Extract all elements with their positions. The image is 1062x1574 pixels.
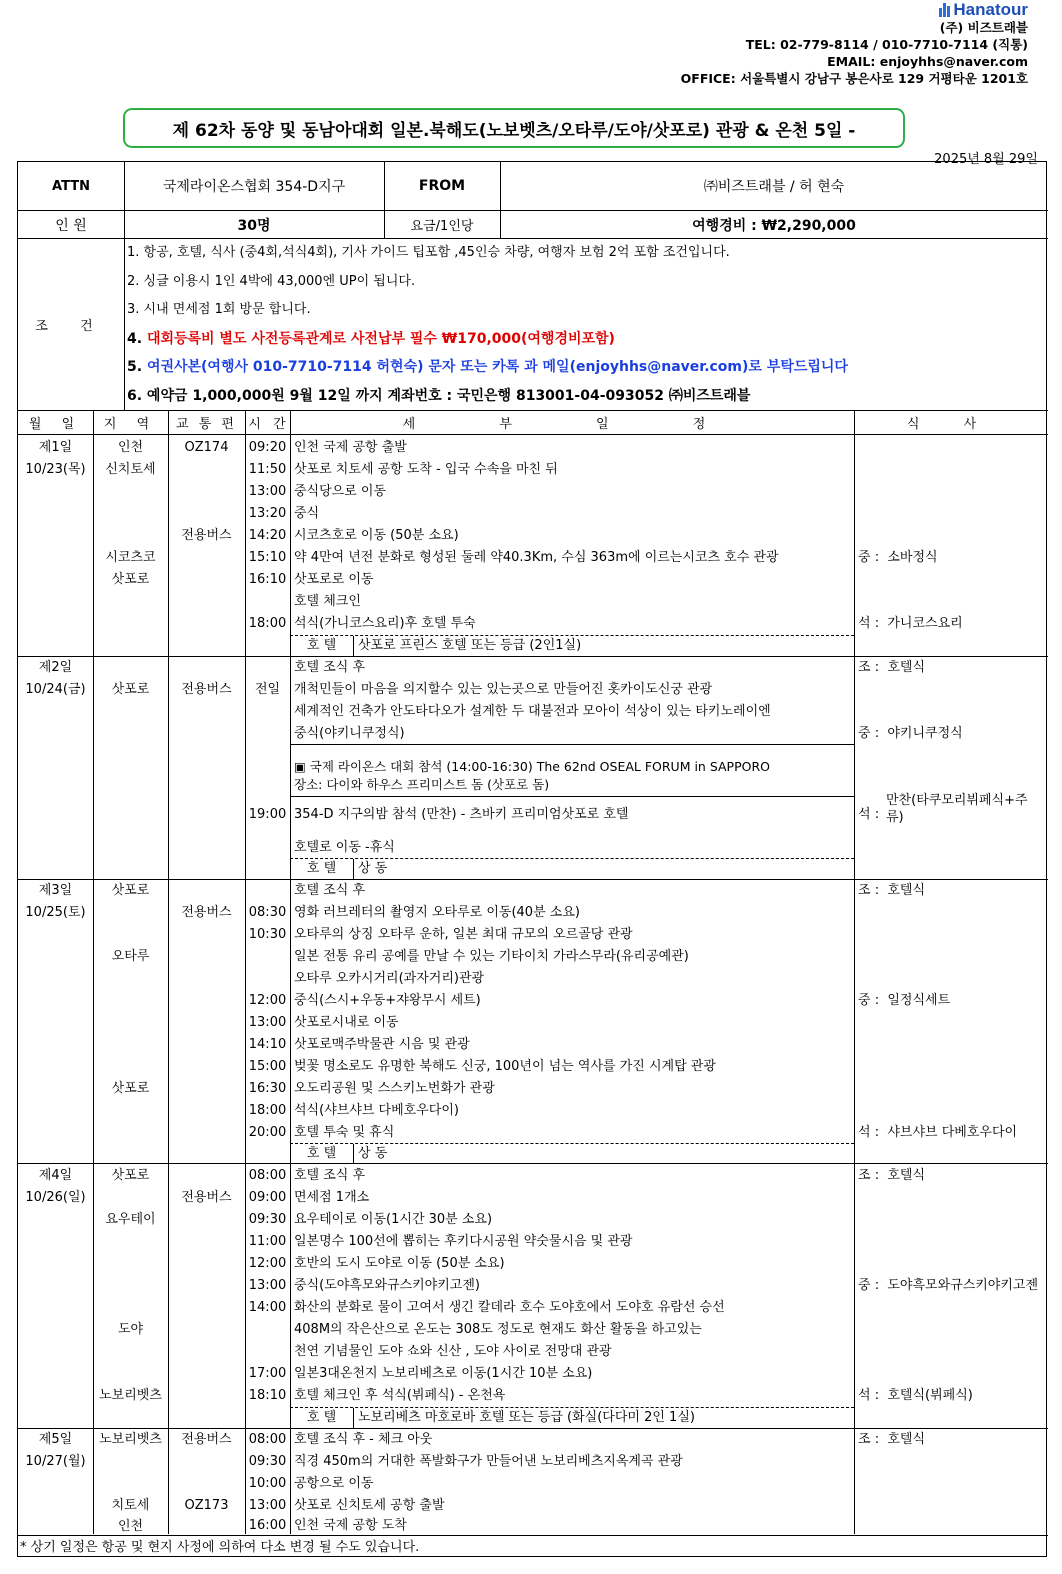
event: 호텔 조식 후 [294, 883, 366, 898]
hotel-value: 상 동 [358, 1146, 388, 1161]
attn-label: ATTN [52, 178, 90, 194]
time: 12:00 [248, 993, 287, 1008]
event: 354-D 지구의밤 참석 (만찬) - 츠바키 프리미엄삿포로 호텔 [294, 807, 629, 822]
day-date: 10/25(토) [25, 905, 86, 920]
transport: 전용버스 [181, 1432, 232, 1447]
hotel-row [290, 858, 854, 879]
time: 08:00 [248, 1168, 287, 1183]
time: 16:30 [248, 1081, 287, 1096]
region: 삿포로 [111, 1168, 150, 1183]
hanatour-logo [939, 0, 1028, 20]
event: 408M의 작은산으로 온도는 308도 정도로 현재도 화산 활동을 하고있는 [294, 1322, 702, 1337]
hotel-row [290, 635, 854, 656]
pax-label: 인 원 [55, 217, 87, 234]
col-region: 지 역 [103, 417, 158, 432]
condition-6: 6. 예약금 1,000,000원 9월 12일 까지 계좌번호 : 국민은행 813001-04-093052 ㈜비즈트래블 [127, 388, 751, 404]
meal: 조 : 호텔식 [858, 883, 926, 898]
conditions-label: 조 건 [35, 319, 107, 334]
event: 일본3대온천지 노보리베츠로 이동(1시간 10분 소요) [294, 1366, 593, 1381]
transport: OZ173 [184, 1498, 229, 1513]
region: 노보리벳츠 [99, 1432, 162, 1447]
event: 세계적인 건축가 안도타다오가 설계한 두 대불전과 모아이 석상이 있는 타키노레이엔 [294, 704, 771, 719]
meal: 중 : 도야흑모와규스키야키고젠 [858, 1278, 1039, 1293]
region: 인천 [117, 1519, 144, 1534]
company-name: (주) 비즈트래블 [939, 20, 1028, 35]
time: 18:00 [248, 1103, 287, 1118]
time: 14:00 [248, 1300, 287, 1315]
meal: 석 : 샤브샤브 다베호우다이 [858, 1125, 1018, 1140]
company-tel: TEL: 02-779-8114 / 010-7710-7114 (직통) [745, 37, 1028, 52]
pax-row [18, 211, 1048, 239]
footnote: * 상기 일정은 항공 및 현지 사정에 의하여 다소 변경 될 수도 있습니다. [20, 1540, 420, 1555]
time: 15:10 [248, 550, 287, 565]
day-date: 10/23(목) [25, 462, 86, 477]
schedule-header [18, 411, 1048, 435]
hotel-label: 호 텔 [290, 1408, 354, 1428]
logo-text: Hanatour [953, 0, 1028, 19]
region: 신치토세 [105, 462, 156, 477]
event: 호텔 조식 후 [294, 1168, 366, 1183]
time: 11:00 [248, 1234, 287, 1249]
hotel-label: 호 텔 [290, 1144, 354, 1164]
col-transport: 교 통 편 [176, 417, 237, 432]
fee-label: 요금/1인당 [410, 219, 474, 234]
condition-1: 1. 항공, 호텔, 식사 (중4회,석식4회), 기사 가이드 팁포함 ,45인승 차량, 여행자 보험 2억 포함 조건입니다. [127, 245, 730, 260]
time: 08:30 [248, 905, 287, 920]
event: 삿포로맥주박물관 시음 및 관광 [294, 1037, 470, 1052]
hotel-row [290, 1143, 854, 1164]
time: 13:00 [248, 1498, 287, 1513]
condition-3: 3. 시내 면세점 1회 방문 합니다. [127, 302, 311, 317]
attn-value: 국제라이온스협회 354-D지구 [162, 179, 346, 195]
event: 오도리공원 및 스스키노번화가 관광 [294, 1081, 495, 1096]
meal-value: 만찬(타쿠모리뷔페식+주류) [886, 793, 1028, 825]
time-all-day: 전일 [254, 682, 281, 697]
meal: 중 : 야키니쿠정식 [858, 726, 963, 741]
event: 장소: 다이와 하우스 프리미스트 돔 (삿포로 돔) [294, 777, 550, 792]
event: 오타루 오카시거리(과자거리)관광 [294, 971, 485, 986]
hotel-value: 노보리베츠 마호로바 호텔 또는 등급 (화실(다다미 2인 1실) [358, 1410, 695, 1425]
meal-label: 석 : [858, 807, 880, 822]
region: 오타루 [111, 949, 150, 964]
itinerary-sheet [17, 161, 1047, 1557]
hotel-row [290, 1407, 854, 1428]
time: 12:00 [248, 1256, 287, 1271]
pax-value: 30명 [237, 217, 271, 234]
event: 석식(샤브샤브 다베호우다이) [294, 1103, 459, 1118]
region: 삿포로 [111, 883, 150, 898]
hotel-value: 삿포로 프린스 호텔 또는 등급 (2인1실) [358, 638, 582, 653]
hotel-value: 상 동 [358, 861, 388, 876]
time: 09:30 [248, 1454, 287, 1469]
event: 호텔 체크인 후 석식(뷔페식) - 온천욕 [294, 1388, 506, 1403]
event: ▣ 국제 라이온스 대회 참석 (14:00-16:30) The 62nd OSEAL FORUM in SAPPORO [294, 759, 770, 774]
condition-5 [127, 353, 848, 381]
hotel-label: 호 텔 [290, 859, 354, 879]
region: 삿포로 [111, 572, 150, 587]
region: 삿포로 [111, 682, 150, 697]
event: 천연 기념물인 도야 쇼와 신산 , 도야 사이로 전망대 관광 [294, 1344, 612, 1359]
event: 삿포로 신치토세 공항 출발 [294, 1498, 445, 1513]
day-label: 제1일 [38, 440, 73, 455]
transport: OZ174 [184, 440, 229, 455]
event: 삿포로 치토세 공항 도착 - 입국 수속을 마친 뒤 [294, 462, 558, 477]
transport: 전용버스 [181, 1190, 232, 1205]
time: 16:00 [248, 1518, 287, 1533]
event: 직경 450m의 거대한 폭발화구가 만들어낸 노보리베츠지옥계곡 관광 [294, 1454, 683, 1469]
meal: 중 : 일정식세트 [858, 993, 951, 1008]
event: 약 4만여 년전 분화로 형성된 둘레 약40.3Km, 수심 363m에 이르는시코츠 호수 관광 [294, 550, 779, 565]
time: 10:30 [248, 927, 287, 942]
event: 인천 국제 공항 출발 [294, 440, 407, 455]
time: 16:10 [248, 572, 287, 587]
event: 중식(도야흑모와규스키야키고젠) [294, 1278, 480, 1293]
region: 노보리벳츠 [99, 1388, 162, 1403]
condition-5-text: 여권사본(여행사 010-7710-7114 허현숙) 문자 또는 카톡 과 메일(enjoyhhs@naver.com)로 부탁드립니다 [146, 359, 848, 375]
col-time: 시 간 [248, 417, 290, 432]
event: 개척민들이 마음을 의지할수 있는 있는곳으로 만들어진 홋카이도신궁 관광 [294, 682, 713, 697]
transport: 전용버스 [181, 682, 232, 697]
hanatour-logo-icon [939, 3, 950, 17]
from-label: FROM [418, 178, 466, 194]
attn-row [18, 162, 1048, 211]
time: 18:10 [248, 1388, 287, 1403]
day-3 [18, 880, 1048, 1164]
meal: 조 : 호텔식 [858, 1168, 926, 1183]
event: 인천 국제 공항 도착 [294, 1518, 407, 1533]
region: 시코츠코 [105, 550, 156, 565]
region: 도야 [117, 1322, 144, 1337]
event: 삿포로시내로 이동 [294, 1015, 399, 1030]
event: 영화 러브레터의 촬영지 오타루로 이동(40분 소요) [294, 905, 580, 920]
event: 요우테이로 이동(1시간 30분 소요) [294, 1212, 493, 1227]
time: 11:50 [248, 462, 287, 477]
time: 13:00 [248, 1015, 287, 1030]
time: 18:00 [248, 616, 287, 631]
event: 면세점 1개소 [294, 1190, 370, 1205]
col-date: 월 일 [28, 417, 83, 432]
time: 20:00 [248, 1125, 287, 1140]
day-label: 제2일 [38, 660, 73, 675]
event: 중식 [294, 506, 320, 521]
event: 삿포로로 이동 [294, 572, 374, 587]
time: 14:10 [248, 1037, 287, 1052]
page-title: 제 62차 동양 및 동남아대회 일본.북해도(노보벳츠/오타루/도야/삿포로) 관광 & 온천 5일 - [172, 120, 856, 141]
time: 13:00 [248, 484, 287, 499]
meal: 석 : 가니코스요리 [858, 616, 963, 631]
event: 호텔 조식 후 - 체크 아웃 [294, 1432, 433, 1447]
day-label: 제3일 [38, 883, 73, 898]
event: 일본명수 100선에 뽑히는 후키다시공원 약숫물시음 및 관광 [294, 1234, 633, 1249]
transport: 전용버스 [181, 528, 232, 543]
event: 시코츠호로 이동 (50분 소요) [294, 528, 459, 543]
meal: 조 : 호텔식 [858, 1432, 926, 1447]
day-label: 제4일 [38, 1168, 73, 1183]
condition-4-text: 대회등록비 별도 사전등록관계로 사전납부 필수 ₩170,000(여행경비포함) [146, 331, 615, 347]
region: 삿포로 [111, 1081, 150, 1096]
event: 벚꽃 명소로도 유명한 북해도 신궁, 100년이 넘는 역사를 가진 시계탑 관광 [294, 1059, 716, 1074]
time: 13:20 [248, 506, 287, 521]
day-date: 10/24(금) [25, 682, 86, 697]
meal: 조 : 호텔식 [858, 660, 926, 675]
meal: 중 : 소바정식 [858, 550, 938, 565]
region: 치토세 [111, 1498, 150, 1513]
hotel-label: 호 텔 [290, 636, 354, 656]
day-5 [18, 1429, 1048, 1536]
day-1 [18, 435, 1048, 657]
time: 13:00 [248, 1278, 287, 1293]
col-meal: 식 사 [906, 417, 997, 432]
time: 09:20 [248, 440, 287, 455]
time: 09:00 [248, 1190, 287, 1205]
time: 08:00 [248, 1432, 287, 1447]
region: 인천 [117, 440, 144, 455]
time: 19:00 [248, 807, 287, 822]
col-schedule: 세 부 일 정 [402, 417, 746, 432]
title-banner [123, 108, 905, 148]
meal: 석 : 호텔식(뷔페식) [858, 1388, 973, 1403]
event: 호텔 투숙 및 휴식 [294, 1125, 395, 1140]
company-email: EMAIL: enjoyhhs@naver.com [827, 54, 1028, 69]
event: 중식(야키니쿠정식) [294, 726, 405, 741]
event: 화산의 분화로 물이 고여서 생긴 칼데라 호수 도야호에서 도야호 유람선 승선 [294, 1300, 725, 1315]
condition-4-num: 4. [127, 331, 143, 347]
event: 중식당으로 이동 [294, 484, 387, 499]
time: 14:20 [248, 528, 287, 543]
day-2 [18, 657, 1048, 880]
event: 석식(가니코스요리)후 호텔 투숙 [294, 616, 476, 631]
day-date: 10/26(일) [25, 1190, 86, 1205]
time: 17:00 [248, 1366, 287, 1381]
event: 호반의 도시 도야로 이동 (50분 소요) [294, 1256, 505, 1271]
from-value: ㈜비즈트래블 / 허 현숙 [703, 179, 845, 195]
event: 호텔 체크인 [294, 594, 361, 609]
condition-2: 2. 싱글 이용시 1인 4박에 43,000엔 UP이 됩니다. [127, 274, 416, 289]
fee-value: 여행경비 : ₩2,290,000 [692, 217, 856, 234]
time: 09:30 [248, 1212, 287, 1227]
conditions-row [18, 239, 1048, 411]
time: 15:00 [248, 1059, 287, 1074]
event: 오타루의 상징 오타루 운하, 일본 최대 규모의 오르골당 관광 [294, 927, 633, 942]
company-office: OFFICE: 서울특별시 강남구 봉은사로 129 거평타운 1201호 [680, 71, 1028, 86]
event: 공항으로 이동 [294, 1476, 374, 1491]
time: 10:00 [248, 1476, 287, 1491]
day-date: 10/27(월) [25, 1454, 86, 1469]
day-4 [18, 1164, 1048, 1429]
event: 호텔 조식 후 [294, 660, 366, 675]
region: 요우테이 [105, 1212, 156, 1227]
event: 일본 전통 유리 공예를 만날 수 있는 기타이치 가라스무라(유리공예관) [294, 949, 689, 964]
day-label: 제5일 [38, 1432, 73, 1447]
document-date: 2025년 8월 29일 [934, 152, 1038, 167]
transport: 전용버스 [181, 905, 232, 920]
event: 중식(스시+우동+쟈왕무시 세트) [294, 993, 481, 1008]
event: 호텔로 이동 -휴식 [294, 840, 395, 855]
condition-5-num: 5. [127, 359, 143, 375]
condition-4 [127, 325, 615, 353]
